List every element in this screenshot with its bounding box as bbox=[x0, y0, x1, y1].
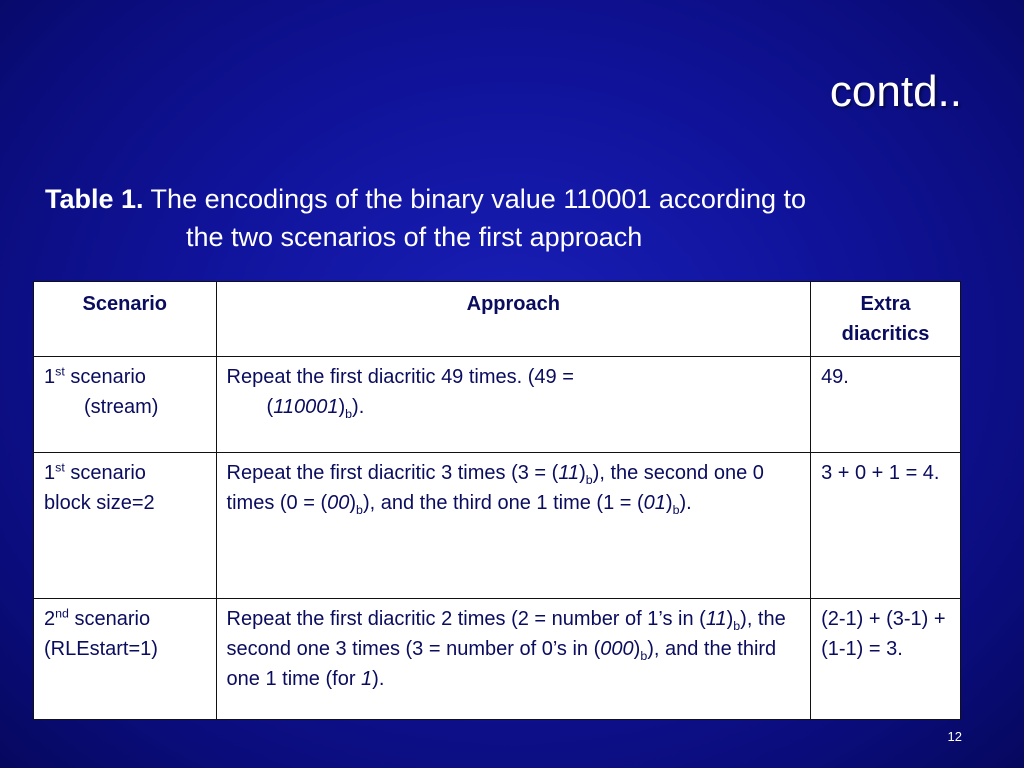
binary-code: 11 bbox=[705, 608, 727, 630]
scenario-cell bbox=[34, 357, 217, 453]
binary-code: 00 bbox=[327, 492, 350, 514]
approach-tail: ). bbox=[352, 396, 365, 418]
approach-text: ), and the third one 1 time (for bbox=[226, 638, 777, 690]
scenario-cell bbox=[34, 599, 217, 720]
binary-code: 000 bbox=[600, 638, 634, 660]
approach-text: ). bbox=[372, 668, 385, 690]
approach-cell bbox=[216, 357, 811, 453]
caption-text-line1: The encodings of the binary value 110001 according to bbox=[143, 184, 807, 214]
header-approach: Approach bbox=[216, 282, 811, 357]
scenario-number: 1 bbox=[44, 462, 56, 484]
table-row bbox=[34, 599, 961, 720]
approach-text: ) bbox=[726, 608, 734, 630]
base-subscript: b bbox=[585, 473, 593, 487]
header-extra-diacritics: Extra diacritics bbox=[811, 282, 961, 357]
table-row bbox=[34, 453, 961, 599]
scenario-detail: block size=2 bbox=[44, 492, 155, 514]
scenario-detail: (RLEstart=1) bbox=[44, 638, 158, 660]
approach-text: ) bbox=[633, 638, 641, 660]
binary-code: 110001 bbox=[273, 396, 339, 418]
scenario-number: 2 bbox=[44, 608, 56, 630]
page-number: 12 bbox=[947, 729, 962, 744]
scenario-word: scenario bbox=[64, 366, 146, 388]
caption-label: Table 1. bbox=[45, 184, 144, 214]
approach-text: Repeat the first diacritic 2 times (2 = number of 1’s in ( bbox=[226, 608, 706, 630]
scenario-ordinal: nd bbox=[55, 606, 69, 621]
approach-text: ). bbox=[679, 492, 692, 514]
approach-text: ), the second one 0 times (0 = ( bbox=[226, 462, 764, 514]
scenario-ordinal: st bbox=[55, 364, 65, 379]
approach-text: ) bbox=[579, 462, 586, 484]
approach-text-cont bbox=[227, 392, 801, 422]
encodings-table bbox=[33, 281, 961, 720]
table-header-row bbox=[34, 282, 961, 357]
scenario-detail: (stream) bbox=[84, 396, 159, 418]
slide-title: contd.. bbox=[829, 67, 962, 116]
extra-diacritics-cell: (2-1) + (3-1) + (1-1) = 3. bbox=[811, 599, 961, 720]
approach-text: Repeat the first diacritic 3 times (3 = ( bbox=[226, 462, 559, 484]
approach-text: ), and the third one 1 time (1 = ( bbox=[362, 492, 644, 514]
binary-code: 01 bbox=[643, 492, 666, 514]
approach-cell bbox=[216, 599, 811, 720]
table-caption bbox=[45, 180, 1020, 256]
base-subscript: b bbox=[733, 619, 741, 633]
extra-diacritics-cell: 49. bbox=[811, 357, 961, 453]
approach-paren-open: ( bbox=[266, 396, 274, 418]
binary-code: 1 bbox=[361, 668, 373, 690]
approach-cell bbox=[216, 453, 811, 599]
base-subscript: b bbox=[345, 407, 353, 421]
approach-text: Repeat the first diacritic 49 times. (49 = bbox=[226, 366, 574, 388]
approach-text: ), the second one 3 times (3 = number of 0’s in ( bbox=[226, 608, 786, 660]
extra-diacritics-cell: 3 + 0 + 1 = 4. bbox=[811, 453, 961, 599]
scenario-number: 1 bbox=[44, 366, 56, 388]
scenario-word: scenario bbox=[64, 462, 146, 484]
scenario-cell bbox=[34, 453, 217, 599]
base-subscript: b bbox=[640, 649, 648, 663]
scenario-word: scenario bbox=[68, 608, 151, 630]
table-row bbox=[34, 357, 961, 453]
binary-code: 11 bbox=[558, 462, 580, 484]
caption-text-line2: the two scenarios of the first approach bbox=[186, 222, 643, 252]
approach-text: ) bbox=[349, 492, 357, 514]
approach-paren-close: ) bbox=[338, 396, 346, 418]
scenario-ordinal: st bbox=[55, 460, 65, 475]
base-subscript: b bbox=[672, 503, 680, 517]
base-subscript: b bbox=[356, 503, 363, 517]
approach-text: ) bbox=[665, 492, 673, 514]
header-scenario: Scenario bbox=[34, 282, 217, 357]
